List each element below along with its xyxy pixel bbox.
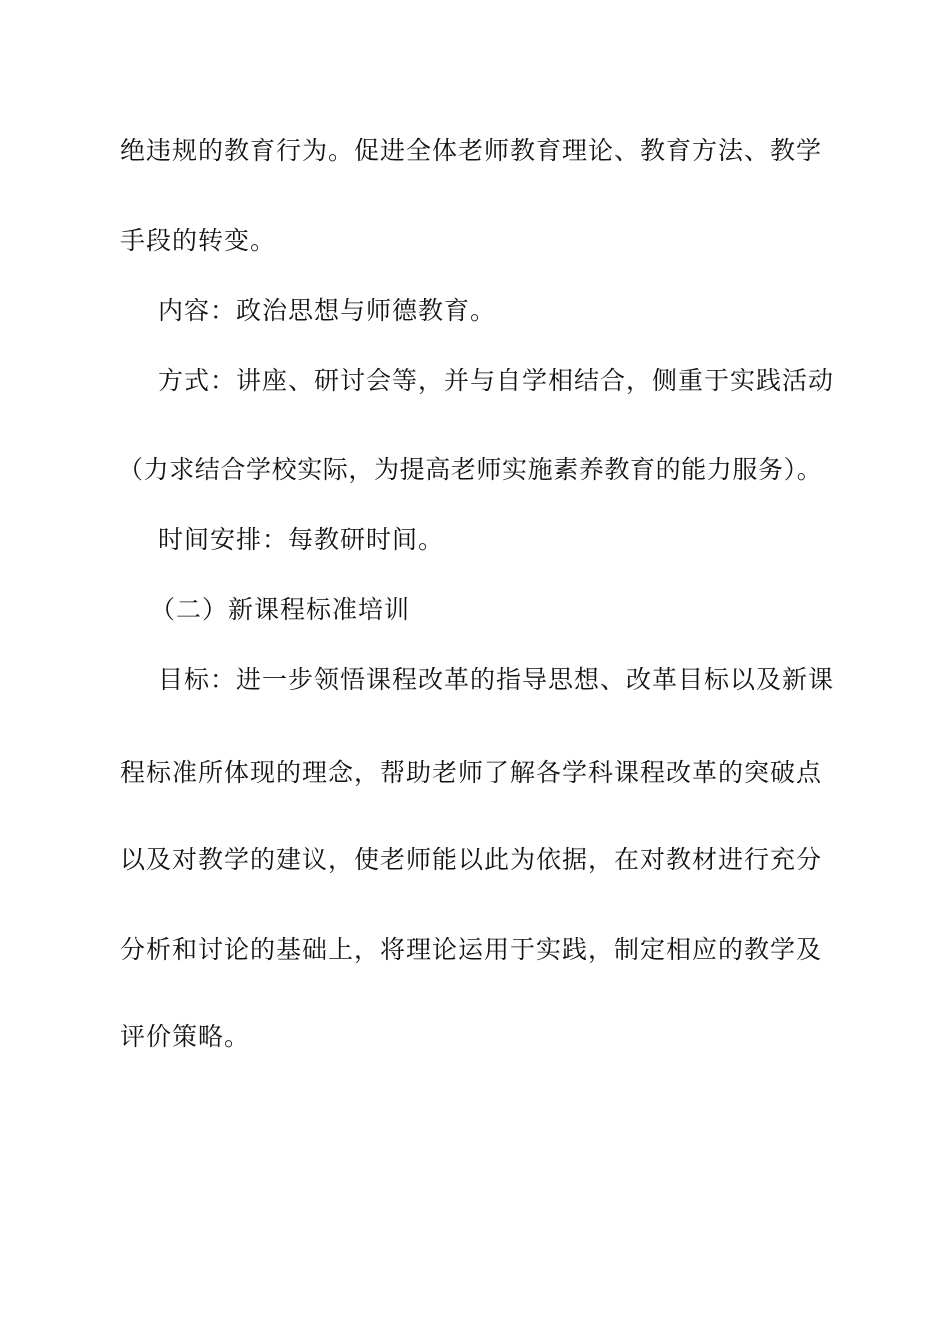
- goal-paragraph: 目标：进一步领悟课程改革的指导思想、改革目标以及新课: [158, 665, 835, 694]
- method-paragraph: 方式：讲座、研讨会等，并与自学相结合，侧重于实践活动: [158, 366, 835, 395]
- content-paragraph: 内容：政治思想与师德教育。: [158, 296, 497, 325]
- text-line: 绝违规的教育行为。促进全体老师教育理论、教育方法、教学: [120, 136, 823, 165]
- text-line: （力求结合学校实际，为提高老师实施素养教育的能力服务）。: [118, 455, 823, 484]
- text-line: 评价策略。: [120, 1022, 251, 1051]
- text-line: 分析和讨论的基础上，将理论运用于实践，制定相应的教学及: [120, 935, 823, 964]
- text-line: 手段的转变。: [120, 226, 277, 255]
- text-line: 以及对教学的建议，使老师能以此为依据，在对教材进行充分: [120, 845, 823, 874]
- schedule-paragraph: 时间安排：每教研时间。: [158, 525, 445, 554]
- text-line: 程标准所体现的理念，帮助老师了解各学科课程改革的突破点: [120, 758, 823, 787]
- section-heading: （二）新课程标准培训: [150, 595, 411, 624]
